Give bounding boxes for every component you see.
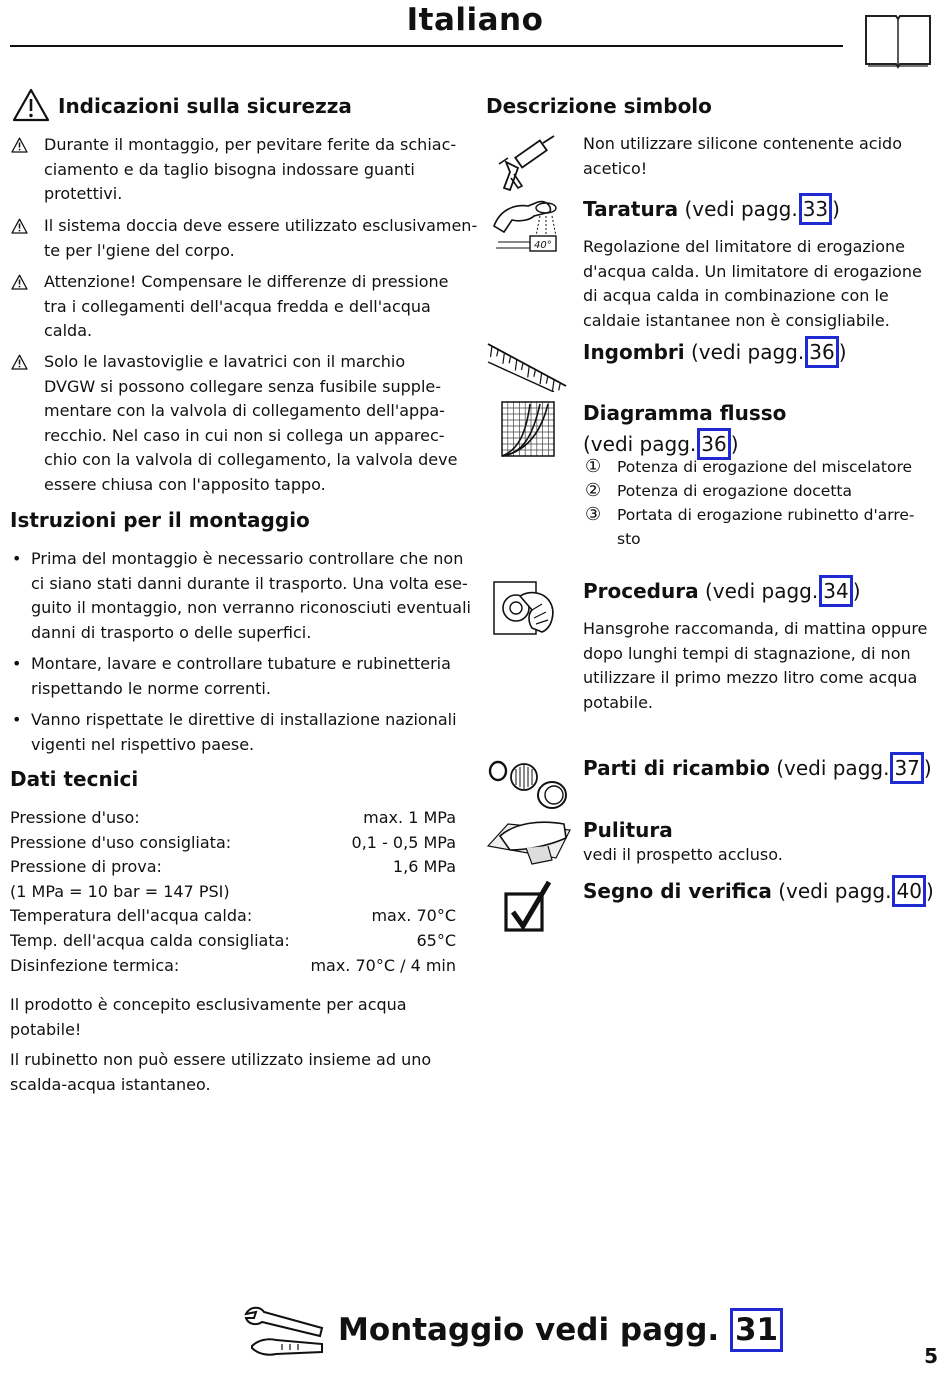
verifica-page-link[interactable]: 40: [892, 875, 925, 907]
safety-item-line: chio con la valvola di collegamento, la valvola deve: [44, 450, 458, 470]
silicone-line-1: Non utilizzare silicone contenente acido: [583, 134, 902, 153]
safety-item-line: protettivi.: [44, 184, 123, 204]
tech-label: (1 MPa = 10 bar = 147 PSI): [10, 881, 230, 901]
warning-icon: [12, 88, 50, 122]
tech-title: Dati tecnici: [10, 767, 139, 791]
mounting-item-line: guito il montaggio, non verranno riconosciuti eventuali: [31, 598, 471, 618]
pulitura-text: vedi il prospetto accluso.: [583, 845, 783, 864]
safety-item-line: essere chiusa con l'apposito tappo.: [44, 475, 326, 494]
procedura-text-line: Hansgrohe raccomanda, di mattina oppure: [583, 619, 928, 638]
pulitura-title: Pulitura: [583, 818, 673, 842]
diagram-item-number: ①: [585, 456, 602, 477]
diagram-item-text: sto: [617, 530, 641, 548]
safety-item-line: calda.: [44, 321, 93, 341]
verifica-close: ): [925, 879, 934, 903]
taratura-text-line: caldaie istantanee non è consigliabile.: [583, 310, 890, 330]
tech-label: Temp. dell'acqua calda consigliata:: [10, 931, 290, 950]
mounting-title: Istruzioni per il montaggio: [10, 508, 310, 532]
page-number: 5: [924, 1344, 938, 1368]
footer-text: Montaggio vedi pagg.: [338, 1312, 720, 1348]
bullet-dot: •: [12, 549, 22, 568]
taratura-see: (vedi pagg.: [684, 197, 798, 221]
safety-item-line: ciamento e da taglio bisogna indossare guanti: [44, 159, 415, 179]
mounting-item-line: Prima del montaggio è necessario controllare che non: [31, 549, 464, 568]
procedura-text-line: utilizzare il primo mezzo litro come acqua: [583, 668, 918, 688]
tech-label: Disinfezione termica:: [10, 955, 180, 975]
tech-label: Pressione di prova:: [10, 857, 162, 877]
flow-diagram-icon: [500, 400, 556, 458]
tech-note-2-line: scalda-acqua istantaneo.: [10, 1074, 211, 1094]
taratura-text-line: d'acqua calda. Un limitatore di erogazione: [583, 261, 922, 281]
procedura-text-line: dopo lunghi tempi di stagnazione, di non: [583, 643, 911, 663]
mounting-item-line: rispettando le norme correnti.: [31, 678, 271, 698]
diagramma-title: Diagramma flusso: [583, 401, 787, 425]
tech-value: max. 70°C / 4 min: [310, 955, 456, 975]
ingombri-heading: [583, 336, 847, 368]
taratura-text-line: di acqua calda in combinazione con le: [583, 286, 889, 306]
procedura-text-line: potabile.: [583, 692, 653, 712]
safety-item-line: mentare con la valvola di collegamento dell'appa-: [44, 401, 445, 421]
taratura-text-line: Regolazione del limitatore di erogazione: [583, 237, 906, 256]
warning-icon: [11, 137, 28, 153]
ingombri-close: ): [838, 340, 847, 364]
safety-item-line: Solo le lavastoviglie e lavatrici con il marchio: [44, 352, 406, 371]
procedura-see: (vedi pagg.: [704, 579, 819, 603]
taratura-heading: [583, 193, 840, 225]
safety-item-line: Durante il montaggio, per pevitare ferite da schiac-: [44, 135, 457, 154]
footer-page-link[interactable]: 31: [730, 1308, 783, 1352]
checkmark-icon: [503, 878, 553, 934]
tech-value: 65°C: [416, 931, 456, 950]
tech-label: Pressione d'uso:: [10, 808, 140, 827]
safety-item-line: Il sistema doccia deve essere utilizzato esclusivamen-: [44, 216, 478, 235]
diagramma-page-link[interactable]: 36: [697, 428, 730, 460]
spare-parts-icon: [486, 755, 570, 811]
diagram-item-text: Portata di erogazione rubinetto d'arre-: [617, 506, 915, 524]
ricambio-title: Parti di ricambio: [583, 756, 770, 780]
safety-item-line: recchio. Nel caso in cui non si collega un apparec-: [44, 425, 445, 445]
procedura-heading: [583, 575, 861, 607]
silicone-gun-icon: [496, 134, 558, 192]
footer-montaggio: [338, 1308, 783, 1352]
silicone-line-2: acetico!: [583, 159, 648, 178]
ricambio-close: ): [923, 756, 932, 780]
ingombri-see: (vedi pagg.: [690, 340, 805, 364]
cleaning-cloth-icon: [486, 816, 572, 868]
procedura-close: ): [852, 579, 861, 603]
diagram-item-number: ②: [585, 480, 602, 501]
ruler-icon: [486, 340, 568, 392]
diagramma-see: (vedi pagg.: [583, 432, 697, 456]
verifica-title: Segno di verifica: [583, 879, 772, 903]
tech-value: max. 1 MPa: [363, 808, 456, 827]
wrench-icon: [242, 1304, 326, 1358]
diagram-item-text: Potenza di erogazione docetta: [617, 482, 852, 500]
taratura-page-link[interactable]: 33: [799, 193, 832, 225]
taratura-close: ): [832, 197, 840, 221]
tech-label: Pressione d'uso consigliata:: [10, 832, 232, 852]
bullet-dot: •: [12, 654, 22, 673]
tech-value: 0,1 - 0,5 MPa: [351, 832, 456, 852]
ricambio-see: (vedi pagg.: [776, 756, 890, 780]
ricambio-page-link[interactable]: 37: [890, 752, 923, 784]
ingombri-page-link[interactable]: 36: [805, 336, 838, 368]
tech-value: 1,6 MPa: [392, 857, 456, 877]
diagram-item-number: ③: [585, 504, 602, 525]
verifica-see: (vedi pagg.: [778, 879, 892, 903]
mounting-item-line: ci siano stati danni durante il trasporto. Una volta ese-: [31, 573, 468, 593]
diagram-item-text: Potenza di erogazione del miscelatore: [617, 458, 913, 476]
safety-item-line: te per l'giene del corpo.: [44, 240, 235, 260]
thermostat-hand-icon: [490, 196, 564, 256]
safety-item-line: tra i collegamenti dell'acqua fredda e dell'acqua: [44, 296, 431, 316]
diagramma-close: ): [730, 432, 739, 456]
tech-note-2-line: Il rubinetto non può essere utilizzato insieme ad uno: [10, 1050, 432, 1069]
verifica-heading: [583, 875, 934, 907]
procedura-page-link[interactable]: 34: [819, 575, 852, 607]
tech-value: max. 70°C: [371, 906, 456, 926]
procedura-title: Procedura: [583, 579, 699, 603]
page-title: Italiano: [406, 2, 544, 38]
ingombri-title: Ingombri: [583, 340, 685, 364]
warning-icon: [11, 354, 28, 370]
knob-hand-icon: [490, 578, 562, 636]
thermo-label: 40°: [534, 240, 552, 251]
book-icon: [864, 14, 932, 70]
safety-item-line: DVGW si possono collegare senza fusibile supple-: [44, 376, 442, 396]
tech-note-1-line: potabile!: [10, 1019, 82, 1039]
header-rule: [10, 45, 843, 47]
tech-label: Temperatura dell'acqua calda:: [10, 906, 253, 926]
safety-title: Indicazioni sulla sicurezza: [58, 94, 352, 118]
symbols-title: Descrizione simbolo: [486, 94, 712, 118]
safety-item-line: Attenzione! Compensare le differenze di pressione: [44, 272, 449, 291]
bullet-dot: •: [12, 710, 22, 729]
mounting-item-line: Vanno rispettate le direttive di installazione nazionali: [31, 710, 457, 729]
mounting-item-line: Montare, lavare e controllare tubature e rubinetteria: [31, 654, 451, 673]
ricambio-heading: [583, 752, 932, 784]
taratura-title: Taratura: [583, 197, 679, 221]
warning-icon: [11, 218, 28, 234]
mounting-item-line: danni di trasporto o delle superfici.: [31, 622, 312, 642]
tech-note-1-line: Il prodotto è concepito esclusivamente per acqua: [10, 995, 407, 1014]
mounting-item-line: vigenti nel rispettivo paese.: [31, 734, 255, 754]
warning-icon: [11, 274, 28, 290]
